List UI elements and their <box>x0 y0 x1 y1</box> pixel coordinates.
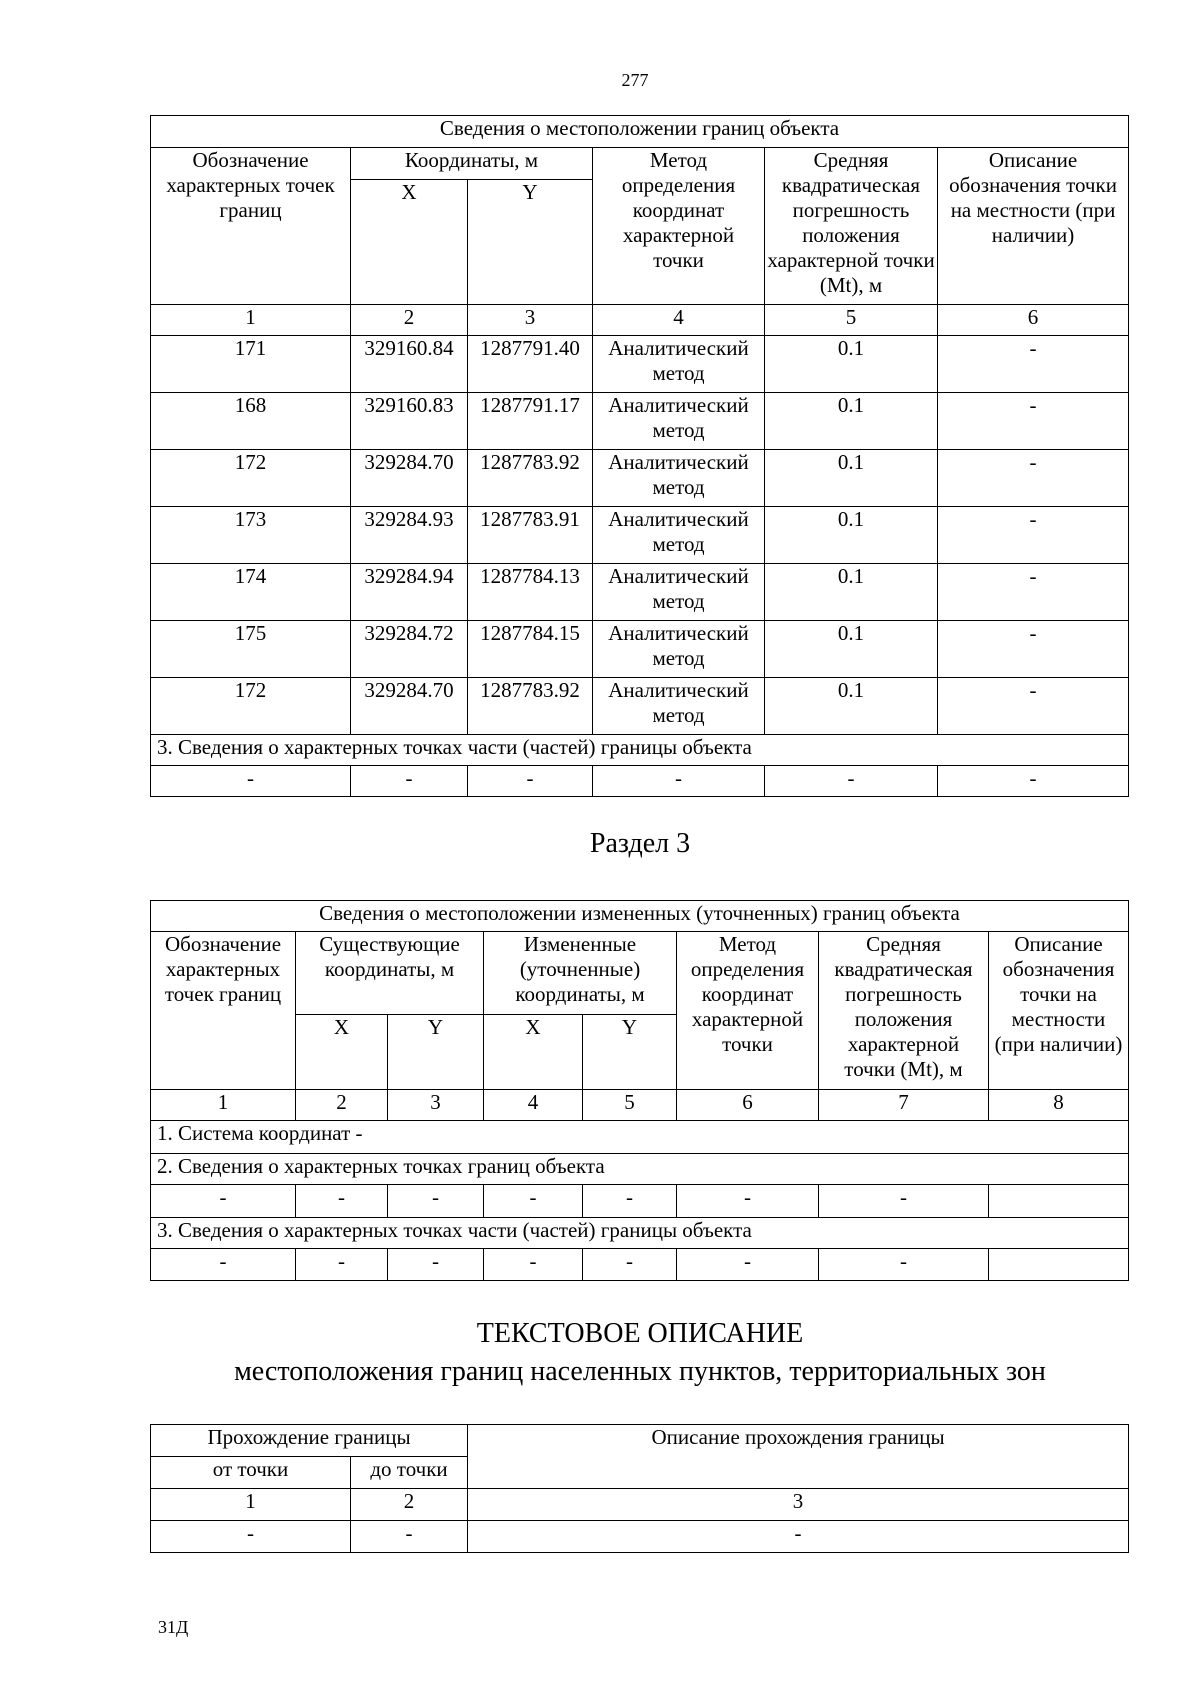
column-number: 7 <box>819 1090 989 1121</box>
column-number: 4 <box>593 305 765 336</box>
column-number: 2 <box>296 1090 388 1121</box>
cell-empty: - <box>296 1249 388 1281</box>
table-row <box>151 564 1129 621</box>
header-existing-coords: Существующие координаты, м <box>296 932 484 1015</box>
coordinate-system-row: 1. Система координат - <box>151 1121 1129 1154</box>
table-row <box>151 766 1129 797</box>
table-row <box>151 1249 1129 1281</box>
cell-description: - <box>938 393 1129 450</box>
cell-empty: - <box>583 1249 677 1281</box>
column-number: 6 <box>677 1090 819 1121</box>
cell-method: Аналитический метод <box>593 621 765 678</box>
cell-empty <box>989 1249 1129 1281</box>
text-description-subtitle: местоположения границ населенных пунктов, территориальных зон <box>234 1356 1046 1387</box>
cell-point: 172 <box>151 678 351 735</box>
page-number: 277 <box>621 70 649 90</box>
parts-section-title: 3. Сведения о характерных точках части (частей) границы объекта <box>151 735 1129 766</box>
cell-error: 0.1 <box>765 450 938 507</box>
table-row <box>151 507 1129 564</box>
header-method: Метод определения координат характерной точки <box>593 148 765 305</box>
cell-empty: - <box>819 1249 989 1281</box>
cell-empty: - <box>388 1249 484 1281</box>
cell-empty: - <box>151 1185 296 1218</box>
header-coords: Координаты, м <box>351 148 593 180</box>
cell-error: 0.1 <box>765 336 938 393</box>
cell-method: Аналитический метод <box>593 678 765 735</box>
header-description: Описание обозначения точки на местности (при наличии) <box>989 932 1129 1090</box>
cell-y: 1287784.13 <box>468 564 593 621</box>
cell-empty: - <box>351 1521 468 1553</box>
column-number: 3 <box>388 1090 484 1121</box>
header-changed-coords: Измененные (уточненные) координаты, м <box>484 932 677 1015</box>
cell-error: 0.1 <box>765 564 938 621</box>
column-number: 5 <box>765 305 938 336</box>
header-point: Обозначение характерных точек границ <box>151 148 351 305</box>
header-x: X <box>351 180 468 305</box>
cell-empty: - <box>765 766 938 797</box>
cell-x: 329284.72 <box>351 621 468 678</box>
column-number: 1 <box>151 1090 296 1121</box>
table-title: Сведения о местоположении границ объекта <box>151 116 1129 148</box>
table-row <box>151 678 1129 735</box>
cell-method: Аналитический метод <box>593 564 765 621</box>
header-to-point: до точки <box>351 1457 468 1489</box>
cell-method: Аналитический метод <box>593 336 765 393</box>
cell-description: - <box>938 678 1129 735</box>
cell-y: 1287784.15 <box>468 621 593 678</box>
cell-y: 1287783.92 <box>468 450 593 507</box>
points-section-title: 2. Сведения о характерных точках границ объекта <box>151 1154 1129 1185</box>
column-number: 2 <box>351 1489 468 1521</box>
column-number: 1 <box>151 1489 351 1521</box>
header-point: Обозначение характерных точек границ <box>151 932 296 1090</box>
table-row <box>151 1185 1129 1218</box>
cell-y: 1287791.17 <box>468 393 593 450</box>
column-number: 5 <box>583 1090 677 1121</box>
cell-empty: - <box>468 1521 1129 1553</box>
cell-empty: - <box>151 1249 296 1281</box>
column-number: 4 <box>484 1090 583 1121</box>
cell-empty: - <box>151 1521 351 1553</box>
cell-empty: - <box>151 766 351 797</box>
header-description: Описание обозначения точки на местности (при наличии) <box>938 148 1129 305</box>
table-row <box>151 336 1129 393</box>
boundary-location-table <box>150 115 1129 797</box>
cell-error: 0.1 <box>765 678 938 735</box>
cell-empty: - <box>593 766 765 797</box>
table-row <box>151 450 1129 507</box>
column-number: 2 <box>351 305 468 336</box>
column-number: 6 <box>938 305 1129 336</box>
cell-empty: - <box>819 1185 989 1218</box>
cell-point: 172 <box>151 450 351 507</box>
column-number: 3 <box>468 305 593 336</box>
header-y: Y <box>468 180 593 305</box>
header-y: Y <box>583 1015 677 1090</box>
header-x: X <box>296 1015 388 1090</box>
cell-method: Аналитический метод <box>593 450 765 507</box>
column-number: 3 <box>468 1489 1129 1521</box>
section-title: Раздел 3 <box>589 828 691 859</box>
cell-description: - <box>938 336 1129 393</box>
cell-empty: - <box>677 1249 819 1281</box>
cell-description: - <box>938 564 1129 621</box>
footer-code: 31Д <box>158 1617 189 1637</box>
column-number: 1 <box>151 305 351 336</box>
cell-empty: - <box>351 766 468 797</box>
cell-method: Аналитический метод <box>593 393 765 450</box>
table-row <box>151 393 1129 450</box>
table-row <box>151 1521 1129 1553</box>
cell-point: 175 <box>151 621 351 678</box>
cell-y: 1287783.91 <box>468 507 593 564</box>
cell-x: 329160.83 <box>351 393 468 450</box>
header-from-point: от точки <box>151 1457 351 1489</box>
cell-description: - <box>938 450 1129 507</box>
cell-point: 173 <box>151 507 351 564</box>
header-error: Средняя квадратическая погрешность положения характерной точки (Mt), м <box>765 148 938 305</box>
cell-point: 168 <box>151 393 351 450</box>
cell-empty: - <box>938 766 1129 797</box>
boundary-passage-table <box>150 1424 1129 1553</box>
cell-y: 1287791.40 <box>468 336 593 393</box>
cell-point: 174 <box>151 564 351 621</box>
parts-section-title: 3. Сведения о характерных точках части (частей) границы объекта <box>151 1218 1129 1249</box>
text-description-title: ТЕКСТОВОЕ ОПИСАНИЕ <box>476 1318 804 1349</box>
table-title: Сведения о местоположении измененных (уточненных) границ объекта <box>151 901 1129 932</box>
cell-x: 329284.70 <box>351 678 468 735</box>
header-method: Метод определения координат характерной точки <box>677 932 819 1090</box>
table-row <box>151 621 1129 678</box>
cell-method: Аналитический метод <box>593 507 765 564</box>
cell-empty: - <box>296 1185 388 1218</box>
cell-x: 329160.84 <box>351 336 468 393</box>
cell-description: - <box>938 507 1129 564</box>
cell-point: 171 <box>151 336 351 393</box>
cell-error: 0.1 <box>765 621 938 678</box>
header-error: Средняя квадратическая погрешность положения характерной точки (Mt), м <box>819 932 989 1090</box>
cell-y: 1287783.92 <box>468 678 593 735</box>
changed-boundary-table <box>150 900 1129 1281</box>
header-y: Y <box>388 1015 484 1090</box>
cell-empty: - <box>583 1185 677 1218</box>
cell-x: 329284.94 <box>351 564 468 621</box>
cell-x: 329284.93 <box>351 507 468 564</box>
cell-empty: - <box>677 1185 819 1218</box>
cell-description: - <box>938 621 1129 678</box>
cell-empty: - <box>388 1185 484 1218</box>
cell-error: 0.1 <box>765 507 938 564</box>
cell-empty <box>989 1185 1129 1218</box>
cell-empty: - <box>468 766 593 797</box>
cell-empty: - <box>484 1249 583 1281</box>
cell-error: 0.1 <box>765 393 938 450</box>
header-x: X <box>484 1015 583 1090</box>
column-number: 8 <box>989 1090 1129 1121</box>
header-passage-description: Описание прохождения границы <box>468 1425 1129 1489</box>
header-passage: Прохождение границы <box>151 1425 468 1457</box>
cell-empty: - <box>484 1185 583 1218</box>
cell-x: 329284.70 <box>351 450 468 507</box>
